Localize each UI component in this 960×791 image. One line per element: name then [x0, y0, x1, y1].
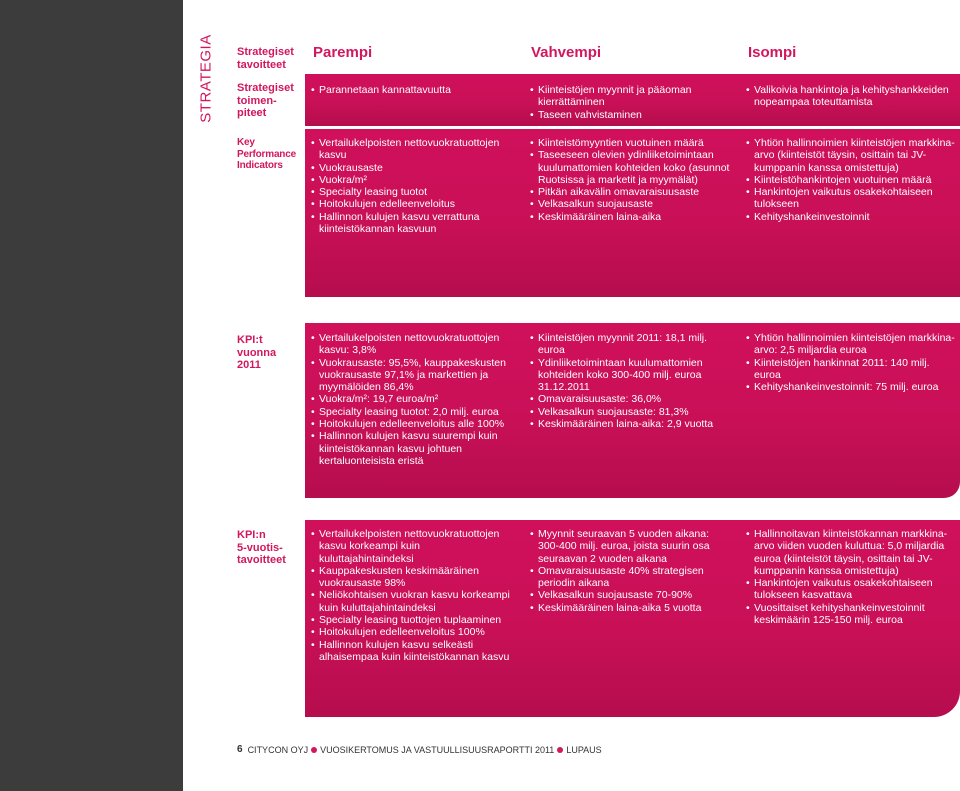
list-item: • Vuosittaiset kehityshankeinvestoinnit keskimäärin 125-150 milj. euroa	[746, 602, 956, 627]
list-item: • Vuokrausaste: 95,5%, kauppakeskusten vuokrausaste 97,1% ja markettien ja myymälöiden 86,4%	[311, 357, 516, 394]
list-item: • Kiinteistömyyntien vuotuinen määrä	[530, 137, 730, 149]
list-item: • Valikoivia hankintoja ja kehityshankkeiden nopeampaa toteuttamista	[746, 84, 956, 109]
dark-side-band	[0, 0, 183, 791]
list-item: • Yhtiön hallinnoimien kiinteistöjen markkina-arvo: 2,5 miljardia euroa	[746, 332, 956, 357]
list-item: • Specialty leasing tuotot: 2,0 milj. euroa	[311, 406, 516, 418]
kpi-parempi	[311, 137, 516, 235]
list-item: • Keskimääräinen laina-aika 5 vuotta	[530, 602, 730, 614]
list-item: • Hoitokulujen edelleenveloitus alle 100%	[311, 418, 516, 430]
row-label-actions: Strategiset toimen- piteet	[237, 82, 294, 119]
bullet-dot-icon	[557, 747, 563, 753]
list-item: • Velkasalkun suojausaste	[530, 198, 730, 210]
page-footer	[237, 744, 602, 755]
actions-isompi	[746, 84, 956, 109]
list-item: • Hallinnon kulujen kasvu verrattuna kiinteistökannan kasvuun	[311, 211, 516, 236]
list-item: • Taseen vahvistaminen	[530, 109, 730, 121]
list-item: • Vertailukelpoisten nettovuokratuottojen kasvu korkeampi kuin kuluttajahintaindeksi	[311, 528, 516, 565]
footer-company: CITYCON OYJ	[247, 744, 309, 755]
kpi-2011-isompi	[746, 332, 956, 393]
list-item: • Vuokra/m²	[311, 174, 516, 186]
kpi-vahvempi	[530, 137, 730, 223]
strategy-title: STRATEGIA	[197, 34, 215, 123]
list-item: • Kiinteistöjen hankinnat 2011: 140 milj. euroa	[746, 357, 956, 382]
bullet-dot-icon	[311, 747, 317, 753]
list-item: • Hankintojen vaikutus osakekohtaiseen tulokseen	[746, 186, 956, 211]
list-item: • Kiinteistöhankintojen vuotuinen määrä	[746, 174, 956, 186]
list-item: • Vertailukelpoisten nettovuokratuottojen kasvu: 3,8%	[311, 332, 516, 357]
list-item: • Taseeseen olevien ydinliiketoimintaan kuulumattomien kohteiden koko (asunnot Ruotsissa ja marketit ja myymälät)	[530, 149, 730, 186]
list-item: • Hoitokulujen edelleenveloitus	[311, 198, 516, 210]
row-label-goals: Strategiset tavoitteet	[237, 46, 294, 71]
list-item: • Vertailukelpoisten nettovuokratuottojen kasvu	[311, 137, 516, 162]
column-header-vahvempi: Vahvempi	[531, 44, 602, 61]
list-item: • Parannetaan kannattavuutta	[311, 84, 516, 96]
list-item: • Neliökohtaisen vuokran kasvu korkeampi kuin kuluttajahintaindeksi	[311, 589, 516, 614]
list-item: • Kehityshankeinvestoinnit: 75 milj. euroa	[746, 381, 956, 393]
actions-parempi	[311, 84, 516, 96]
actions-vahvempi	[530, 84, 730, 121]
kpi-5y-vahvempi	[530, 528, 730, 614]
row-label-kpi-2011: KPI:t vuonna 2011	[237, 334, 277, 371]
list-item: • Velkasalkun suojausaste 70-90%	[530, 589, 730, 601]
list-item: • Kehityshankeinvestoinnit	[746, 211, 956, 223]
kpi-5y-parempi	[311, 528, 516, 663]
kpi-isompi	[746, 137, 956, 223]
list-item: • Ydinliiketoimintaan kuulumattomien kohteiden koko 300-400 milj. euroa 31.12.2011	[530, 357, 730, 394]
list-item: • Kauppakeskusten keskimääräinen vuokrausaste 98%	[311, 565, 516, 590]
list-item: • Kiinteistöjen myynnit 2011: 18,1 milj. euroa	[530, 332, 730, 357]
list-item: • Myynnit seuraavan 5 vuoden aikana: 300-400 milj. euroa, joista suurin osa seuraavan 2 vuoden aikana	[530, 528, 730, 565]
page-number: 6	[237, 744, 243, 755]
list-item: • Hoitokulujen edelleenveloitus 100%	[311, 626, 516, 638]
kpi-2011-vahvempi	[530, 332, 730, 430]
list-item: • Keskimääräinen laina-aika: 2,9 vuotta	[530, 418, 730, 430]
footer-section: LUPAUS	[566, 744, 602, 755]
list-item: • Specialty leasing tuotot	[311, 186, 516, 198]
row-label-kpi-5y: KPI:n 5-vuotis- tavoitteet	[237, 529, 286, 566]
list-item: • Hallinnoitavan kiinteistökannan markkina-arvo viiden vuoden kuluttua: 5,0 miljardia euroa (kiinteistöt täysin, osittain tai JV-kumppanin kanssa omistettuja)	[746, 528, 956, 577]
list-item: • Kiinteistöjen myynnit ja pääoman kierrättäminen	[530, 84, 730, 109]
column-header-isompi: Isompi	[748, 44, 797, 61]
list-item: • Hallinnon kulujen kasvu selkeästi alhaisempaa kuin kiinteistökannan kasvu	[311, 639, 516, 664]
list-item: • Keskimääräinen laina-aika	[530, 211, 730, 223]
list-item: • Velkasalkun suojausaste: 81,3%	[530, 406, 730, 418]
column-header-parempi: Parempi	[313, 44, 373, 61]
list-item: • Pitkän aikavälin omavaraisuusaste	[530, 186, 730, 198]
list-item: • Specialty leasing tuottojen tuplaaminen	[311, 614, 516, 626]
list-item: • Vuokra/m²: 19,7 euroa/m²	[311, 393, 516, 405]
list-item: • Omavaraisuusaste: 36,0%	[530, 393, 730, 405]
list-item: • Yhtiön hallinnoimien kiinteistöjen markkina-arvo (kiinteistöt täysin, osittain tai JV-kumppanin kanssa omistettuja)	[746, 137, 956, 174]
list-item: • Hankintojen vaikutus osakekohtaiseen tulokseen kasvattava	[746, 577, 956, 602]
strategy-section-label	[183, 36, 229, 121]
list-item: • Omavaraisuusaste 40% strategisen periodin aikana	[530, 565, 730, 590]
footer-report: VUOSIKERTOMUS JA VASTUULLISUUSRAPORTTI 2011	[320, 744, 555, 755]
kpi-5y-isompi	[746, 528, 956, 626]
row-label-kpi: Key Performance Indicators	[237, 137, 296, 171]
list-item: • Vuokrausaste	[311, 162, 516, 174]
list-item: • Hallinnon kulujen kasvu suurempi kuin kiinteistökannan kasvu johtuen kertaluonteisista eristä	[311, 430, 516, 467]
kpi-2011-parempi	[311, 332, 516, 467]
